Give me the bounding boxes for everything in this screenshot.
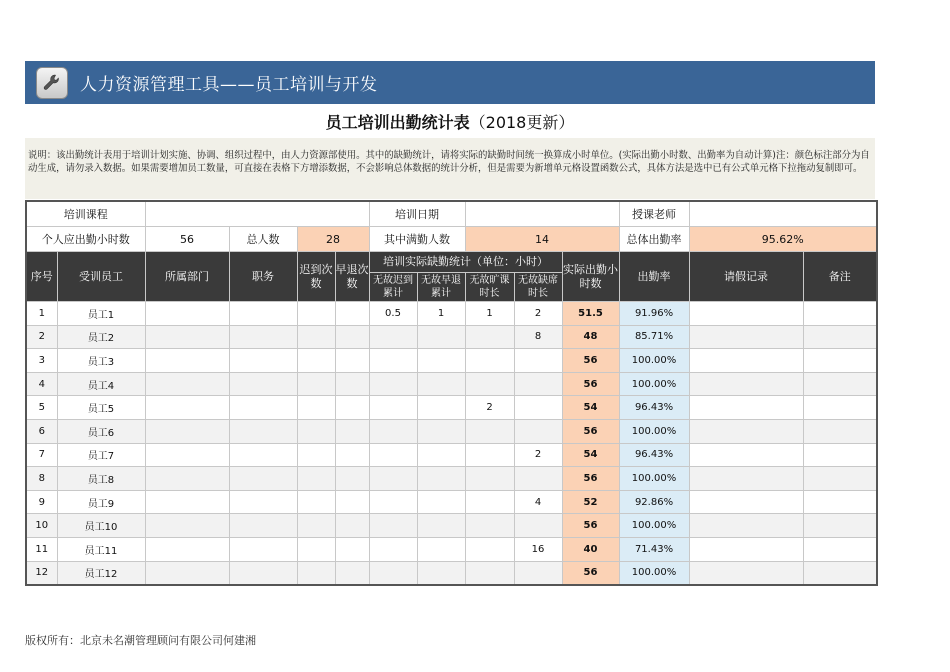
- cell-dept[interactable]: [145, 467, 229, 491]
- cell-name[interactable]: 员工9: [57, 490, 145, 514]
- cell-dept[interactable]: [145, 349, 229, 373]
- cell-abs-early[interactable]: [417, 561, 465, 585]
- table-row: [26, 490, 877, 514]
- cell-rate: 100.00%: [619, 467, 689, 491]
- cell-leave[interactable]: [689, 302, 803, 326]
- cell-name[interactable]: 员工1: [57, 302, 145, 326]
- cell-abs-skip[interactable]: [465, 419, 514, 443]
- cell-abs-skip[interactable]: [465, 372, 514, 396]
- cell-dept[interactable]: [145, 396, 229, 420]
- cell-abs-early[interactable]: [417, 396, 465, 420]
- instructions-note: 说明：该出勤统计表用于培训计划实施、协调、组织过程中，由人力资源部使用。其中的缺勤统计，请将实际的缺勤时间统一换算成小时单位。(实际出勤小时数、出勤率为自动计算)注：颜色标注部分为自动生成，请勿录入数据。如果需要增加员工数量，可直接在表格下方增添数据，不会影响总体数据的统计分析，但是需要为新增单元格设置函数公式，具体方法是选中已有公式单元格下拉拖动复制即可。: [25, 138, 875, 199]
- copyright-footer: 版权所有：北京未名潮管理顾问有限公司何建湘: [25, 634, 256, 647]
- cell-seq: 10: [26, 514, 57, 538]
- overall-rate-value: 95.62%: [689, 227, 877, 252]
- cell-leave[interactable]: [689, 396, 803, 420]
- cell-title[interactable]: [229, 325, 297, 349]
- header-leave: 请假记录: [689, 252, 803, 302]
- cell-remark[interactable]: [803, 561, 877, 585]
- cell-rate: 100.00%: [619, 419, 689, 443]
- cell-abs-early[interactable]: [417, 467, 465, 491]
- cell-early[interactable]: [335, 325, 369, 349]
- cell-actual: 56: [562, 372, 619, 396]
- cell-late[interactable]: [297, 419, 335, 443]
- cell-late[interactable]: [297, 514, 335, 538]
- cell-seq: 6: [26, 419, 57, 443]
- cell-late[interactable]: [297, 396, 335, 420]
- cell-abs-miss[interactable]: [514, 514, 562, 538]
- cell-abs-skip[interactable]: [465, 443, 514, 467]
- cell-dept[interactable]: [145, 302, 229, 326]
- table-row: [26, 419, 877, 443]
- cell-abs-late[interactable]: [369, 396, 417, 420]
- cell-actual: 56: [562, 419, 619, 443]
- cell-leave[interactable]: [689, 443, 803, 467]
- cell-remark[interactable]: [803, 349, 877, 373]
- cell-abs-late[interactable]: [369, 372, 417, 396]
- cell-name[interactable]: 员工2: [57, 325, 145, 349]
- header-seq: 序号: [26, 252, 57, 302]
- table-row: [26, 514, 877, 538]
- cell-rate: 96.43%: [619, 396, 689, 420]
- title-main: 员工培训出勤统计表: [325, 113, 470, 132]
- cell-remark[interactable]: [803, 372, 877, 396]
- header-remark: 备注: [803, 252, 877, 302]
- cell-early[interactable]: [335, 561, 369, 585]
- cell-actual: 54: [562, 443, 619, 467]
- cell-seq: 1: [26, 302, 57, 326]
- cell-name[interactable]: 员工10: [57, 514, 145, 538]
- cell-abs-early[interactable]: [417, 443, 465, 467]
- header-actual-hours: 实际出勤小时数: [562, 252, 619, 302]
- cell-abs-miss[interactable]: 2: [514, 302, 562, 326]
- cell-seq: 5: [26, 396, 57, 420]
- header-abs-miss: 无故缺席时长: [514, 273, 562, 302]
- cell-early[interactable]: [335, 419, 369, 443]
- cell-seq: 8: [26, 467, 57, 491]
- document-title: [25, 110, 875, 136]
- cell-abs-early[interactable]: [417, 537, 465, 561]
- overall-rate-label: 总体出勤率: [619, 227, 689, 252]
- cell-name[interactable]: 员工12: [57, 561, 145, 585]
- cell-abs-miss[interactable]: [514, 372, 562, 396]
- cell-abs-miss[interactable]: 8: [514, 325, 562, 349]
- cell-abs-late[interactable]: [369, 349, 417, 373]
- table-row: [26, 372, 877, 396]
- cell-title[interactable]: [229, 443, 297, 467]
- cell-abs-early[interactable]: [417, 514, 465, 538]
- cell-abs-early[interactable]: [417, 419, 465, 443]
- cell-title[interactable]: [229, 514, 297, 538]
- cell-abs-late[interactable]: 0.5: [369, 302, 417, 326]
- cell-leave[interactable]: [689, 561, 803, 585]
- cell-abs-miss[interactable]: 2: [514, 443, 562, 467]
- cell-abs-early[interactable]: [417, 372, 465, 396]
- cell-remark[interactable]: [803, 396, 877, 420]
- cell-dept[interactable]: [145, 490, 229, 514]
- wrench-icon: [36, 67, 68, 99]
- cell-abs-late[interactable]: [369, 443, 417, 467]
- cell-name[interactable]: 员工11: [57, 537, 145, 561]
- cell-abs-miss[interactable]: [514, 561, 562, 585]
- cell-early[interactable]: [335, 302, 369, 326]
- cell-seq: 2: [26, 325, 57, 349]
- cell-early[interactable]: [335, 372, 369, 396]
- cell-actual: 51.5: [562, 302, 619, 326]
- table-row: [26, 537, 877, 561]
- cell-rate: 100.00%: [619, 561, 689, 585]
- cell-late[interactable]: [297, 537, 335, 561]
- table-row: [26, 467, 877, 491]
- cell-title[interactable]: [229, 419, 297, 443]
- cell-seq: 12: [26, 561, 57, 585]
- cell-actual: 52: [562, 490, 619, 514]
- cell-name[interactable]: 员工7: [57, 443, 145, 467]
- cell-early[interactable]: [335, 467, 369, 491]
- cell-dept[interactable]: [145, 372, 229, 396]
- cell-name[interactable]: 员工4: [57, 372, 145, 396]
- hours-label: 个人应出勤小时数: [26, 227, 145, 252]
- cell-abs-skip[interactable]: 1: [465, 302, 514, 326]
- cell-early[interactable]: [335, 443, 369, 467]
- cell-title[interactable]: [229, 537, 297, 561]
- cell-remark[interactable]: [803, 537, 877, 561]
- info-row-summary: [26, 227, 877, 252]
- header-title: 职务: [229, 252, 297, 302]
- header-rate: 出勤率: [619, 252, 689, 302]
- info-row-course: [26, 201, 877, 227]
- cell-actual: 40: [562, 537, 619, 561]
- cell-remark[interactable]: [803, 514, 877, 538]
- teacher-label: 授课老师: [619, 201, 689, 227]
- cell-early[interactable]: [335, 349, 369, 373]
- cell-early[interactable]: [335, 514, 369, 538]
- cell-leave[interactable]: [689, 490, 803, 514]
- cell-abs-skip[interactable]: [465, 490, 514, 514]
- header-dept: 所属部门: [145, 252, 229, 302]
- cell-seq: 3: [26, 349, 57, 373]
- banner-title: 人力资源管理工具——员工培训与开发: [80, 75, 378, 95]
- cell-dept[interactable]: [145, 514, 229, 538]
- cell-abs-late[interactable]: [369, 325, 417, 349]
- cell-late[interactable]: [297, 561, 335, 585]
- cell-actual: 48: [562, 325, 619, 349]
- cell-leave[interactable]: [689, 514, 803, 538]
- full-attendance-value: 14: [465, 227, 619, 252]
- header-abs-skip: 无故旷课时长: [465, 273, 514, 302]
- table-row: [26, 561, 877, 585]
- cell-early[interactable]: [335, 490, 369, 514]
- teacher-value-cell[interactable]: [689, 201, 877, 227]
- full-attendance-label: 其中满勤人数: [369, 227, 465, 252]
- header-early-count: 早退次数: [335, 252, 369, 302]
- cell-remark[interactable]: [803, 490, 877, 514]
- title-subtitle: （2018更新）: [469, 113, 575, 132]
- cell-actual: 56: [562, 561, 619, 585]
- cell-abs-early[interactable]: [417, 325, 465, 349]
- cell-dept[interactable]: [145, 561, 229, 585]
- header-abs-late: 无故迟到累计: [369, 273, 417, 302]
- cell-abs-late[interactable]: [369, 514, 417, 538]
- cell-rate: 71.43%: [619, 537, 689, 561]
- cell-abs-late[interactable]: [369, 561, 417, 585]
- cell-abs-early[interactable]: [417, 349, 465, 373]
- cell-abs-miss[interactable]: 4: [514, 490, 562, 514]
- table-row: [26, 396, 877, 420]
- total-value: 28: [297, 227, 369, 252]
- cell-abs-miss[interactable]: 16: [514, 537, 562, 561]
- cell-late[interactable]: [297, 372, 335, 396]
- cell-seq: 7: [26, 443, 57, 467]
- cell-abs-miss[interactable]: [514, 396, 562, 420]
- cell-title[interactable]: [229, 302, 297, 326]
- header-abs-early: 无故早退累计: [417, 273, 465, 302]
- cell-name[interactable]: 员工6: [57, 419, 145, 443]
- cell-abs-late[interactable]: [369, 419, 417, 443]
- cell-rate: 100.00%: [619, 349, 689, 373]
- cell-remark[interactable]: [803, 467, 877, 491]
- cell-abs-late[interactable]: [369, 490, 417, 514]
- cell-leave[interactable]: [689, 419, 803, 443]
- cell-abs-skip[interactable]: [465, 325, 514, 349]
- cell-seq: 11: [26, 537, 57, 561]
- cell-rate: 91.96%: [619, 302, 689, 326]
- cell-abs-skip[interactable]: [465, 561, 514, 585]
- cell-abs-miss[interactable]: [514, 349, 562, 373]
- table-body: [26, 302, 877, 586]
- cell-name[interactable]: 员工8: [57, 467, 145, 491]
- cell-late[interactable]: [297, 490, 335, 514]
- table-row: [26, 349, 877, 373]
- table-row: [26, 443, 877, 467]
- cell-actual: 56: [562, 514, 619, 538]
- cell-late[interactable]: [297, 325, 335, 349]
- cell-abs-late[interactable]: [369, 467, 417, 491]
- cell-abs-miss[interactable]: [514, 419, 562, 443]
- cell-title[interactable]: [229, 490, 297, 514]
- cell-abs-early[interactable]: 1: [417, 302, 465, 326]
- date-label: 培训日期: [369, 201, 465, 227]
- cell-abs-skip[interactable]: [465, 349, 514, 373]
- cell-actual: 56: [562, 467, 619, 491]
- cell-abs-miss[interactable]: [514, 467, 562, 491]
- cell-leave[interactable]: [689, 467, 803, 491]
- cell-leave[interactable]: [689, 349, 803, 373]
- cell-late[interactable]: [297, 467, 335, 491]
- course-value-cell[interactable]: [145, 201, 369, 227]
- cell-name[interactable]: 员工5: [57, 396, 145, 420]
- cell-rate: 100.00%: [619, 514, 689, 538]
- cell-abs-skip[interactable]: 2: [465, 396, 514, 420]
- app-banner: [25, 61, 875, 104]
- total-label: 总人数: [229, 227, 297, 252]
- cell-seq: 9: [26, 490, 57, 514]
- attendance-table: [25, 200, 878, 586]
- cell-seq: 4: [26, 372, 57, 396]
- table-row: [26, 325, 877, 349]
- cell-dept[interactable]: [145, 443, 229, 467]
- cell-dept[interactable]: [145, 537, 229, 561]
- cell-early[interactable]: [335, 396, 369, 420]
- cell-abs-early[interactable]: [417, 490, 465, 514]
- cell-dept[interactable]: [145, 419, 229, 443]
- cell-rate: 96.43%: [619, 443, 689, 467]
- cell-remark[interactable]: [803, 302, 877, 326]
- hours-value[interactable]: 56: [145, 227, 229, 252]
- cell-title[interactable]: [229, 396, 297, 420]
- date-value-cell[interactable]: [465, 201, 619, 227]
- cell-late[interactable]: [297, 302, 335, 326]
- cell-remark[interactable]: [803, 443, 877, 467]
- cell-rate: 85.71%: [619, 325, 689, 349]
- cell-remark[interactable]: [803, 325, 877, 349]
- cell-abs-skip[interactable]: [465, 467, 514, 491]
- header-name: 受训员工: [57, 252, 145, 302]
- cell-rate: 100.00%: [619, 372, 689, 396]
- cell-leave[interactable]: [689, 325, 803, 349]
- cell-abs-late[interactable]: [369, 537, 417, 561]
- cell-early[interactable]: [335, 537, 369, 561]
- table-row: [26, 302, 877, 326]
- cell-title[interactable]: [229, 349, 297, 373]
- course-label: 培训课程: [26, 201, 145, 227]
- cell-actual: 54: [562, 396, 619, 420]
- cell-late[interactable]: [297, 349, 335, 373]
- cell-actual: 56: [562, 349, 619, 373]
- cell-leave[interactable]: [689, 537, 803, 561]
- cell-late[interactable]: [297, 443, 335, 467]
- cell-rate: 92.86%: [619, 490, 689, 514]
- cell-dept[interactable]: [145, 325, 229, 349]
- header-row-1: [26, 252, 877, 273]
- cell-title[interactable]: [229, 467, 297, 491]
- cell-remark[interactable]: [803, 419, 877, 443]
- cell-leave[interactable]: [689, 372, 803, 396]
- header-absence-group: 培训实际缺勤统计（单位：小时）: [369, 252, 562, 273]
- header-late-count: 迟到次数: [297, 252, 335, 302]
- cell-title[interactable]: [229, 561, 297, 585]
- cell-abs-skip[interactable]: [465, 514, 514, 538]
- cell-title[interactable]: [229, 372, 297, 396]
- cell-name[interactable]: 员工3: [57, 349, 145, 373]
- cell-abs-skip[interactable]: [465, 537, 514, 561]
